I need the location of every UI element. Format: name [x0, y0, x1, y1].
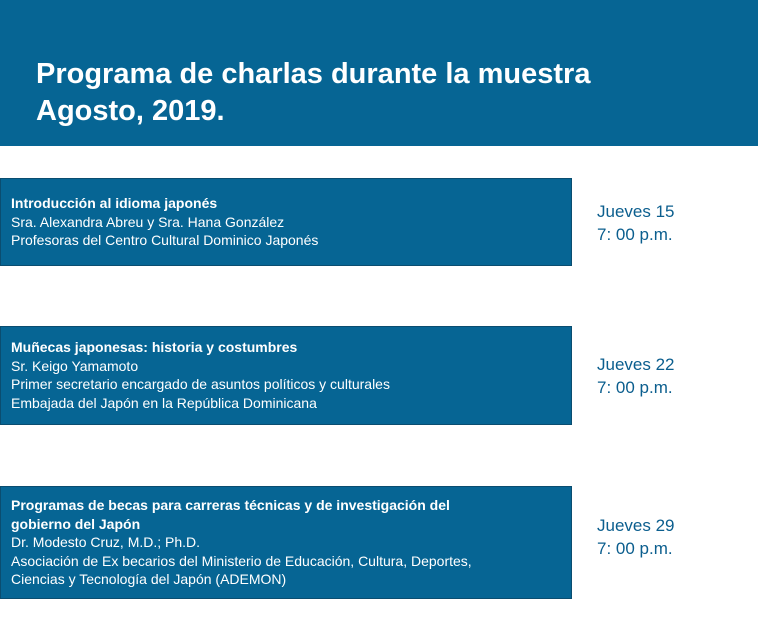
talk-date-3 [597, 514, 675, 560]
talk-affiliation-continued: Ciencias y Tecnología del Japón (ADEMON) [11, 571, 287, 587]
talk-time: 7: 00 p.m. [597, 539, 673, 558]
talk-day: Jueves 29 [597, 516, 675, 535]
talk-date-1 [597, 200, 675, 246]
talk-title: Programas de becas para carreras técnicas y de investigación del [11, 497, 450, 513]
talk-card-1 [0, 178, 572, 266]
page-title: Programa de charlas durante la muestra [36, 58, 591, 90]
header-banner [0, 0, 758, 146]
talk-day: Jueves 22 [597, 355, 675, 374]
talk-card-2 [0, 326, 572, 425]
talk-speaker: Sr. Keigo Yamamoto [11, 357, 139, 374]
talk-title-continued: gobierno del Japón [11, 515, 141, 532]
talk-time: 7: 00 p.m. [597, 225, 673, 244]
talk-time: 7: 00 p.m. [597, 378, 673, 397]
page-subtitle-date: Agosto, 2019. [36, 95, 225, 127]
talk-card-3 [0, 486, 572, 599]
talk-affiliation: Asociación de Ex becarios del Ministerio de Educación, Cultura, Deportes, [11, 552, 472, 569]
talk-affiliation: Profesoras del Centro Cultural Dominico Japonés [11, 232, 319, 248]
talk-speaker: Dr. Modesto Cruz, M.D.; Ph.D. [11, 534, 201, 550]
talk-speaker-role: Primer secretario encargado de asuntos políticos y culturales [11, 376, 390, 392]
talk-title: Introducción al idioma japonés [11, 195, 218, 211]
talk-day: Jueves 15 [597, 202, 675, 221]
talk-speaker: Sra. Alexandra Abreu y Sra. Hana González [11, 213, 285, 230]
talk-affiliation: Embajada del Japón en la República Dominicana [11, 394, 317, 411]
talk-date-2 [597, 353, 675, 399]
talk-title: Muñecas japonesas: historia y costumbres [11, 339, 298, 355]
